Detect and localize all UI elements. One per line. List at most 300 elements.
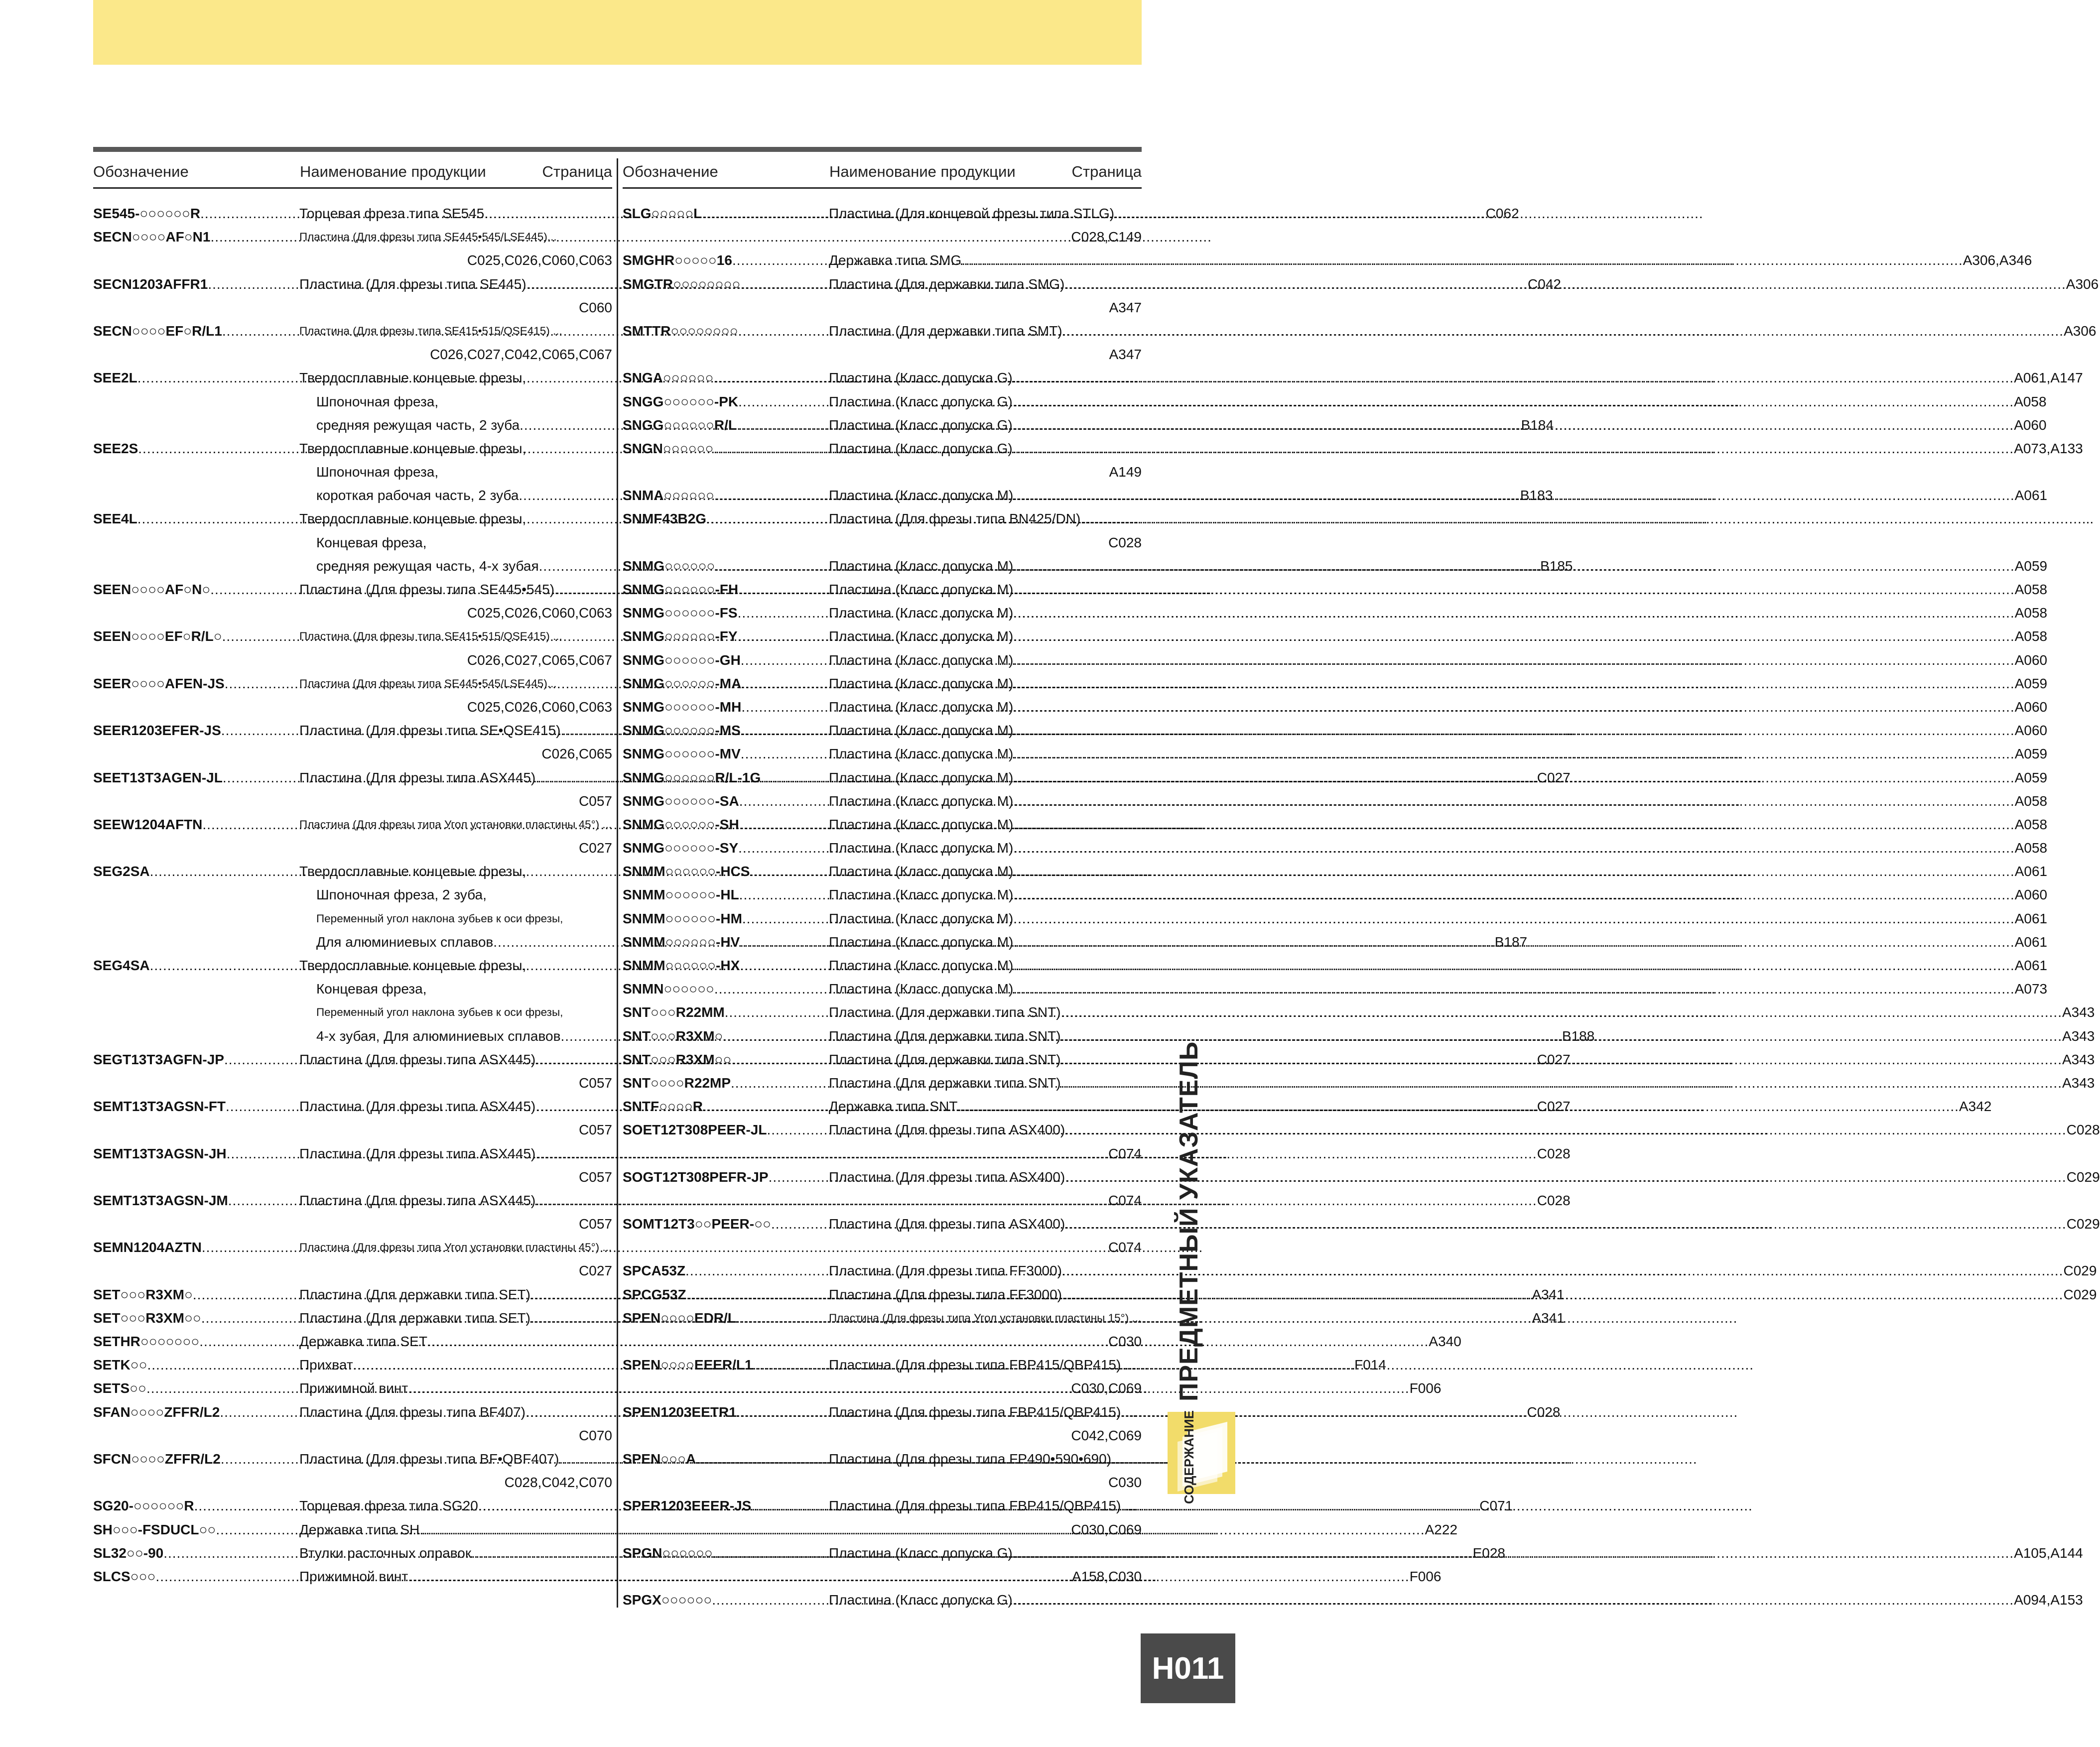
entry-page[interactable]: C057 bbox=[579, 1075, 612, 1091]
entry-page[interactable]: C030 bbox=[1108, 1334, 1142, 1349]
entry-page[interactable]: A306 bbox=[2064, 323, 2097, 339]
entry-page[interactable]: A058 bbox=[2014, 582, 2048, 597]
entry-body bbox=[623, 225, 1142, 249]
entry-code-cell bbox=[623, 1259, 829, 1282]
entry-page[interactable]: C030,C069 bbox=[1071, 1521, 1142, 1537]
entry-page[interactable]: C042 bbox=[1528, 276, 1561, 292]
entry-page[interactable]: B187 bbox=[1494, 934, 1528, 950]
entry-page[interactable]: A061 bbox=[2014, 488, 2048, 503]
entry-code-cell bbox=[623, 202, 829, 225]
entry-name: Прихват bbox=[299, 1357, 353, 1373]
entry-page[interactable]: ... bbox=[2082, 511, 2094, 527]
entry-page[interactable]: C028 bbox=[1537, 1145, 1571, 1161]
sidebar-contents-link[interactable]: СОДЕРЖАНИЕ bbox=[1181, 1410, 1196, 1504]
entry-body bbox=[829, 1494, 1142, 1517]
entry-line bbox=[623, 1212, 2100, 1236]
entry-line bbox=[93, 1259, 612, 1282]
entry-body bbox=[623, 1565, 1142, 1588]
entry-page[interactable]: A059 bbox=[2014, 746, 2048, 762]
entry-body bbox=[829, 1095, 1991, 1118]
entry-body bbox=[299, 624, 612, 648]
dot-leader bbox=[769, 1165, 829, 1189]
index-entry bbox=[623, 954, 2048, 977]
entry-line bbox=[93, 977, 612, 1000]
entry-body bbox=[93, 1471, 612, 1494]
entry-page[interactable]: C030,C069 bbox=[1071, 1380, 1142, 1396]
entry-name: Шпоночная фреза, bbox=[316, 464, 439, 480]
entry-page[interactable]: C027 bbox=[579, 840, 612, 856]
index-entry bbox=[623, 319, 2097, 366]
index-entry bbox=[623, 1118, 2100, 1165]
entry-code: SNMG○○○○○○-FH bbox=[623, 582, 739, 597]
entry-body bbox=[829, 719, 2047, 742]
entry-name: Пластина (Для державки типа SNT) bbox=[829, 1075, 1061, 1091]
entry-code: SNGA○○○○○○ bbox=[623, 370, 714, 386]
entry-page[interactable]: F014 bbox=[1354, 1357, 1386, 1373]
entry-body bbox=[829, 1165, 2100, 1189]
entry-page[interactable]: A061 bbox=[2014, 910, 2048, 926]
entry-line bbox=[93, 507, 612, 530]
entry-code: SEG4SA bbox=[93, 958, 150, 973]
entry-code-cell bbox=[623, 648, 829, 672]
entry-code: SOGT12T308PEFR-JP bbox=[623, 1169, 769, 1185]
entry-page[interactable]: E028 bbox=[1472, 1545, 1505, 1561]
dot-leader bbox=[738, 390, 829, 413]
entry-body bbox=[829, 766, 2047, 789]
dot-leader bbox=[193, 1283, 299, 1306]
entry-name: Пластина (Класс допуска M) bbox=[829, 723, 1014, 739]
entry-page[interactable]: A058 bbox=[2014, 816, 2048, 832]
entry-code-cell bbox=[623, 977, 829, 1000]
entry-page[interactable]: C029 bbox=[2066, 1216, 2100, 1232]
entry-body bbox=[93, 1118, 612, 1141]
entry-body bbox=[829, 272, 2099, 296]
dot-leader bbox=[685, 1259, 829, 1282]
entry-page[interactable]: C074 bbox=[1108, 1192, 1142, 1208]
dot-leader bbox=[1013, 578, 2014, 601]
dot-leader bbox=[1013, 860, 2014, 883]
entry-page[interactable]: A222 bbox=[1425, 1521, 1458, 1537]
dot-leader bbox=[223, 766, 299, 789]
entry-code-cell bbox=[623, 954, 829, 977]
entry-name: Пластина (Класс допуска M) bbox=[829, 981, 1014, 997]
entry-body bbox=[623, 1330, 1142, 1353]
entry-page[interactable]: A061 bbox=[2014, 958, 2048, 973]
entry-code: SMGHR○○○○○16 bbox=[623, 252, 732, 268]
entry-code-cell bbox=[93, 1494, 299, 1517]
entry-body bbox=[93, 789, 612, 813]
dot-leader bbox=[1013, 413, 2014, 437]
entry-page[interactable]: A059 bbox=[2014, 558, 2048, 574]
entry-name: 4-х зубая, Для алюминиевых сплавов bbox=[316, 1028, 561, 1044]
entry-page[interactable]: C026,C027,C042,C065,C067 bbox=[430, 347, 612, 363]
entry-body bbox=[316, 531, 612, 554]
dot-leader bbox=[753, 1353, 829, 1376]
entry-page[interactable]: A060 bbox=[2014, 652, 2048, 668]
dot-leader bbox=[1013, 672, 2014, 695]
entry-code-cell bbox=[623, 578, 829, 601]
entry-page[interactable]: C071 bbox=[1479, 1498, 1513, 1514]
entry-code-cell bbox=[93, 1565, 299, 1588]
entry-line bbox=[93, 860, 612, 883]
entry-code: SNMG○○○○○○-SY bbox=[623, 840, 739, 856]
entry-body bbox=[829, 907, 2047, 930]
entry-page[interactable]: A060 bbox=[2014, 887, 2048, 903]
entry-name: Пластина (Класс допуска M) bbox=[829, 887, 1014, 903]
entry-name: Пластина (Класс допуска M) bbox=[829, 488, 1014, 503]
entry-page[interactable]: A058 bbox=[2014, 793, 2048, 809]
sidebar-tab[interactable] bbox=[1167, 1041, 1235, 1504]
entry-line bbox=[623, 695, 2048, 719]
entry-name: Пластина (Класс допуска M) bbox=[829, 628, 1014, 644]
dot-leader bbox=[739, 883, 829, 906]
dot-leader bbox=[741, 719, 829, 742]
index-entry bbox=[623, 860, 2048, 883]
entry-code: SEMT13T3AGSN-JM bbox=[93, 1192, 228, 1208]
dot-leader bbox=[1061, 1000, 2062, 1024]
dot-leader bbox=[738, 578, 829, 601]
entry-code-cell bbox=[623, 1400, 829, 1424]
entry-page[interactable]: C030 bbox=[1108, 1475, 1142, 1491]
entry-page[interactable]: A073 bbox=[2014, 981, 2048, 997]
entry-line bbox=[93, 907, 612, 930]
entry-code-cell bbox=[623, 366, 829, 389]
entry-line bbox=[623, 1471, 1142, 1494]
entry-page[interactable]: C060 bbox=[579, 299, 612, 315]
entry-page[interactable]: ... bbox=[1560, 1451, 1573, 1467]
entry-code: SPCA53Z bbox=[623, 1263, 686, 1279]
entry-name: Пластина (Класс допуска M) bbox=[829, 910, 1014, 926]
dot-leader bbox=[1013, 742, 2014, 765]
entry-code: SNMG○○○○○○-MH bbox=[623, 699, 742, 715]
entry-name: Пластина (Для фрезы типа Угол установки пластины 45°) ... bbox=[299, 818, 612, 831]
entry-line bbox=[623, 836, 2048, 860]
entry-page[interactable]: F006 bbox=[1409, 1568, 1442, 1584]
entry-body bbox=[623, 1424, 1142, 1447]
entry-page[interactable]: A343 bbox=[2062, 1051, 2095, 1067]
dot-leader bbox=[738, 601, 829, 624]
entry-page[interactable]: C027 bbox=[1537, 769, 1571, 785]
entry-body bbox=[829, 1071, 2095, 1095]
entry-name: средняя режущая часть, 2 зуба bbox=[316, 417, 520, 433]
entry-page[interactable]: A060 bbox=[2014, 699, 2048, 715]
entry-code: SNMM○○○○○○-HV bbox=[623, 934, 740, 950]
entry-page[interactable]: B185 bbox=[1540, 558, 1573, 574]
entry-page[interactable]: C028 bbox=[1108, 534, 1142, 550]
index-entry bbox=[623, 601, 2048, 624]
index-entry bbox=[623, 695, 2048, 719]
entry-page[interactable]: C028,C042,C070 bbox=[504, 1475, 612, 1491]
entry-page[interactable]: A347 bbox=[1109, 299, 1142, 315]
entry-page[interactable]: C028 bbox=[2066, 1122, 2100, 1138]
entry-name: Пластина (Класс допуска M) bbox=[829, 699, 1014, 715]
entry-code-cell bbox=[623, 319, 829, 343]
entry-line bbox=[93, 343, 612, 366]
entry-page[interactable]: A058 bbox=[2014, 393, 2047, 409]
entry-body bbox=[829, 601, 2047, 624]
entry-page[interactable]: C025,C026,C060,C063 bbox=[467, 252, 612, 268]
dot-leader bbox=[713, 1541, 829, 1565]
entry-body bbox=[93, 648, 612, 672]
entry-line bbox=[93, 836, 612, 860]
entry-name: Пластина (Для фрезы типа Угол установки пластины 15°) ... bbox=[829, 1311, 1142, 1324]
entry-line bbox=[93, 695, 612, 719]
dot-leader bbox=[702, 202, 829, 225]
dot-leader bbox=[731, 1071, 829, 1095]
top-color-band bbox=[93, 0, 1142, 65]
entry-code-cell bbox=[93, 437, 299, 460]
entry-page[interactable]: A306 bbox=[2066, 276, 2099, 292]
entry-line bbox=[93, 1165, 612, 1189]
entry-code: SH○○○-FSDUCL○○ bbox=[93, 1521, 216, 1537]
entry-page[interactable]: A058 bbox=[2014, 840, 2048, 856]
dot-leader bbox=[1013, 554, 2014, 578]
dot-leader bbox=[739, 813, 829, 836]
entry-code: SEMT13T3AGSN-FT bbox=[93, 1099, 226, 1115]
entry-code-cell bbox=[623, 1447, 829, 1471]
entry-line bbox=[623, 624, 2048, 648]
entry-body bbox=[829, 1048, 2095, 1071]
entry-code-cell bbox=[623, 1212, 829, 1236]
entry-line bbox=[623, 1259, 2097, 1282]
entry-page[interactable]: A059 bbox=[2014, 769, 2048, 785]
entry-code: SNMA○○○○○○ bbox=[623, 488, 714, 503]
entry-page[interactable]: C029 bbox=[2063, 1263, 2097, 1279]
index-entry bbox=[623, 1212, 2100, 1259]
entry-code-cell bbox=[623, 437, 829, 460]
entry-page[interactable]: A347 bbox=[1109, 347, 1142, 363]
entry-page[interactable]: A058 bbox=[2014, 605, 2048, 621]
entry-page[interactable]: B183 bbox=[1520, 488, 1553, 503]
entry-body bbox=[829, 1118, 2100, 1141]
header-page: Страница bbox=[542, 163, 612, 180]
entry-line bbox=[93, 1471, 612, 1494]
entry-page[interactable]: C028,C149 bbox=[1071, 229, 1142, 245]
entry-page[interactable]: C070 bbox=[579, 1427, 612, 1443]
dot-leader bbox=[740, 930, 829, 954]
entry-page[interactable]: C025,C026,C060,C063 bbox=[467, 699, 612, 715]
entry-page[interactable]: C057 bbox=[579, 1216, 612, 1232]
entry-body bbox=[829, 695, 2047, 719]
entry-name: Пластина (Класс допуска M) bbox=[829, 675, 1014, 691]
entry-body bbox=[299, 1236, 612, 1259]
entry-name: Для алюминиевых сплавов bbox=[316, 934, 494, 950]
entry-code-cell bbox=[623, 1118, 829, 1141]
entry-page[interactable]: A149 bbox=[1109, 464, 1142, 480]
index-entry bbox=[623, 1306, 1142, 1353]
entry-code-cell bbox=[623, 813, 829, 836]
entry-code: SL32○○-90 bbox=[93, 1545, 164, 1561]
entry-code-cell bbox=[623, 1306, 829, 1330]
entry-code: SNMN○○○○○○ bbox=[623, 981, 714, 997]
entry-page[interactable]: B184 bbox=[1521, 417, 1554, 433]
entry-page[interactable]: A342 bbox=[1959, 1099, 1992, 1115]
entry-code: SNMG○○○○○○-FY bbox=[623, 628, 738, 644]
dot-leader bbox=[750, 860, 829, 883]
entry-line bbox=[623, 907, 2048, 930]
entry-name: Твердосплавные концевые фрезы, bbox=[299, 511, 526, 527]
entry-page[interactable]: C027 bbox=[579, 1263, 612, 1279]
entry-page[interactable]: A343 bbox=[2062, 1028, 2095, 1044]
entry-line bbox=[93, 249, 612, 272]
entry-page[interactable]: C062 bbox=[1485, 206, 1519, 221]
entry-page[interactable]: A060 bbox=[2014, 723, 2048, 739]
entry-code-cell bbox=[623, 1071, 829, 1095]
entry-page[interactable]: A061,A147 bbox=[2014, 370, 2083, 386]
entry-line bbox=[623, 202, 1142, 225]
dot-leader bbox=[741, 695, 829, 719]
entry-page[interactable]: C027 bbox=[1537, 1051, 1571, 1067]
entry-name: Твердосплавные концевые фрезы, bbox=[299, 440, 526, 456]
entry-page[interactable]: A306,A346 bbox=[1963, 252, 2032, 268]
entry-code: SEMT13T3AGSN-JH bbox=[93, 1145, 227, 1161]
entry-page[interactable]: A158,C030 bbox=[1071, 1568, 1142, 1584]
entry-name: Концевая фреза, bbox=[316, 534, 427, 550]
entry-page[interactable]: C074 bbox=[1108, 1145, 1142, 1161]
index-entry bbox=[623, 977, 2048, 1000]
entry-page[interactable]: A343 bbox=[2062, 1004, 2095, 1020]
entry-line bbox=[623, 578, 2048, 601]
entry-body bbox=[829, 1400, 1142, 1424]
index-entry bbox=[623, 1000, 2095, 1024]
entry-page[interactable]: A343 bbox=[2062, 1075, 2095, 1091]
entry-page[interactable]: A341 bbox=[1532, 1286, 1565, 1302]
entry-page[interactable]: A340 bbox=[1429, 1334, 1461, 1349]
entry-page[interactable]: A105,A144 bbox=[2014, 1545, 2083, 1561]
entry-page[interactable]: C057 bbox=[579, 1169, 612, 1185]
entry-line bbox=[623, 742, 2048, 765]
entry-page[interactable]: A061 bbox=[2014, 864, 2048, 879]
entry-line bbox=[623, 601, 2048, 624]
entry-code: SNMM○○○○○○-HCS bbox=[623, 864, 750, 879]
dot-leader bbox=[740, 272, 829, 296]
entry-code: SEGT13T3AGFN-JP bbox=[93, 1051, 224, 1067]
entry-body bbox=[829, 484, 2047, 507]
entry-code: SNMG○○○○○○-MS bbox=[623, 723, 741, 739]
entry-page[interactable]: C028 bbox=[1527, 1404, 1561, 1420]
dot-leader bbox=[210, 225, 299, 249]
index-entry bbox=[93, 319, 612, 366]
entry-page[interactable]: C057 bbox=[579, 1122, 612, 1138]
entry-body bbox=[299, 319, 612, 343]
entry-name: Прижимной винт bbox=[299, 1380, 408, 1396]
dot-leader bbox=[686, 1283, 829, 1306]
entry-code: SEE4L bbox=[93, 511, 137, 527]
dot-leader bbox=[738, 624, 829, 648]
dot-leader bbox=[1061, 1024, 2062, 1048]
entry-code: SNT○○○R3XM○ bbox=[623, 1028, 723, 1044]
entry-page[interactable]: A341 bbox=[1532, 1310, 1565, 1326]
entry-code-cell bbox=[623, 484, 829, 507]
entry-name: Торцевая фреза типа SG20 bbox=[299, 1498, 478, 1514]
entry-page[interactable]: C028 bbox=[1537, 1192, 1571, 1208]
index-entry bbox=[623, 789, 2048, 813]
entry-page[interactable]: C025,C026,C060,C063 bbox=[467, 605, 612, 621]
entry-line bbox=[623, 648, 2048, 672]
entry-code: SEEN○○○○EF○R/L○ bbox=[93, 628, 222, 644]
entry-body bbox=[299, 954, 612, 977]
entry-line bbox=[623, 977, 2048, 1000]
entry-code: SMTTR○○○○○○○○ bbox=[623, 323, 738, 339]
entry-page[interactable]: ... bbox=[1556, 582, 1568, 597]
entry-page[interactable]: ... bbox=[1562, 723, 1574, 739]
entry-body bbox=[93, 1259, 612, 1282]
entry-page[interactable]: C029 bbox=[2066, 1169, 2100, 1185]
entry-page[interactable]: F006 bbox=[1409, 1380, 1442, 1396]
entry-code: SPEN○○○○EDR/L bbox=[623, 1310, 736, 1326]
dot-leader bbox=[741, 742, 829, 765]
entry-page[interactable]: C026,C065 bbox=[541, 746, 612, 762]
entry-line bbox=[93, 813, 612, 836]
entry-body bbox=[299, 507, 612, 530]
entry-page[interactable]: C042,C069 bbox=[1071, 1427, 1142, 1443]
entry-code: SNMG○○○○○○-MA bbox=[623, 675, 742, 691]
entry-page[interactable]: C027 bbox=[1537, 1099, 1571, 1115]
entry-page[interactable]: A060 bbox=[2014, 417, 2047, 433]
index-entry bbox=[623, 390, 2047, 413]
entry-line bbox=[93, 390, 612, 413]
entry-line bbox=[623, 507, 2094, 530]
entry-body bbox=[829, 1353, 1142, 1376]
entry-name: Пластина (Для державки типа SET) bbox=[299, 1286, 530, 1302]
entry-page[interactable]: B188 bbox=[1562, 1028, 1595, 1044]
entry-body bbox=[829, 554, 2047, 578]
dot-leader bbox=[723, 1024, 829, 1048]
entry-code-cell bbox=[623, 883, 829, 906]
entry-code: SPEN1203EETR1 bbox=[623, 1404, 737, 1420]
entry-name: Пластина (Класс допуска M) bbox=[829, 558, 1014, 574]
entry-page[interactable]: A059 bbox=[2014, 675, 2048, 691]
entry-page[interactable]: C029 bbox=[2063, 1286, 2097, 1302]
entry-code: SNMG○○○○○○R/L-1G bbox=[623, 769, 761, 785]
entry-name: Пластина (Для фрезы типа SE•QSE415) bbox=[299, 723, 561, 739]
entry-page[interactable]: C057 bbox=[579, 793, 612, 809]
header-code: Обозначение bbox=[623, 163, 718, 180]
entry-page[interactable]: A073,A133 bbox=[2014, 440, 2083, 456]
entry-body bbox=[829, 624, 2047, 648]
entry-page[interactable]: C074 bbox=[1108, 1240, 1142, 1255]
entry-line bbox=[623, 789, 2048, 813]
dot-leader bbox=[194, 1494, 299, 1517]
dot-leader bbox=[200, 202, 299, 225]
entry-body bbox=[829, 1024, 2095, 1048]
entry-line bbox=[623, 1494, 1142, 1517]
entry-name: Державка типа SH. bbox=[299, 1521, 424, 1537]
index-entry bbox=[623, 624, 2048, 648]
entry-body bbox=[623, 531, 1142, 554]
entry-line bbox=[93, 319, 612, 343]
entry-name: Пластина (Класс допуска M) bbox=[829, 793, 1014, 809]
dot-leader bbox=[1062, 319, 2064, 343]
entry-name: Пластина (Класс допуска G) bbox=[829, 417, 1013, 433]
entry-code-cell bbox=[623, 907, 829, 930]
dot-leader bbox=[714, 977, 829, 1000]
entry-code: SFAN○○○○ZFFR/L2 bbox=[93, 1404, 220, 1420]
entry-name: Пластина (Для фрезы типа SE415•515/QSE415) ... bbox=[299, 324, 562, 337]
entry-page[interactable]: A058 bbox=[2014, 628, 2048, 644]
entry-page[interactable]: A094,A153 bbox=[2014, 1592, 2083, 1608]
dot-leader bbox=[1064, 272, 2066, 296]
dot-leader bbox=[739, 789, 829, 813]
entry-code: SNMG○○○○○○-FS bbox=[623, 605, 738, 621]
dot-leader bbox=[761, 766, 829, 789]
entry-page[interactable]: C026,C027,C065,C067 bbox=[467, 652, 612, 668]
dot-leader bbox=[224, 1048, 299, 1071]
entry-name: Прижимной винт bbox=[299, 1568, 408, 1584]
entry-name: Втулки расточных оправок bbox=[299, 1545, 472, 1561]
entry-name: Переменный угол наклона зубьев к оси фрезы, bbox=[316, 912, 563, 925]
entry-page[interactable]: A061 bbox=[2014, 934, 2048, 950]
